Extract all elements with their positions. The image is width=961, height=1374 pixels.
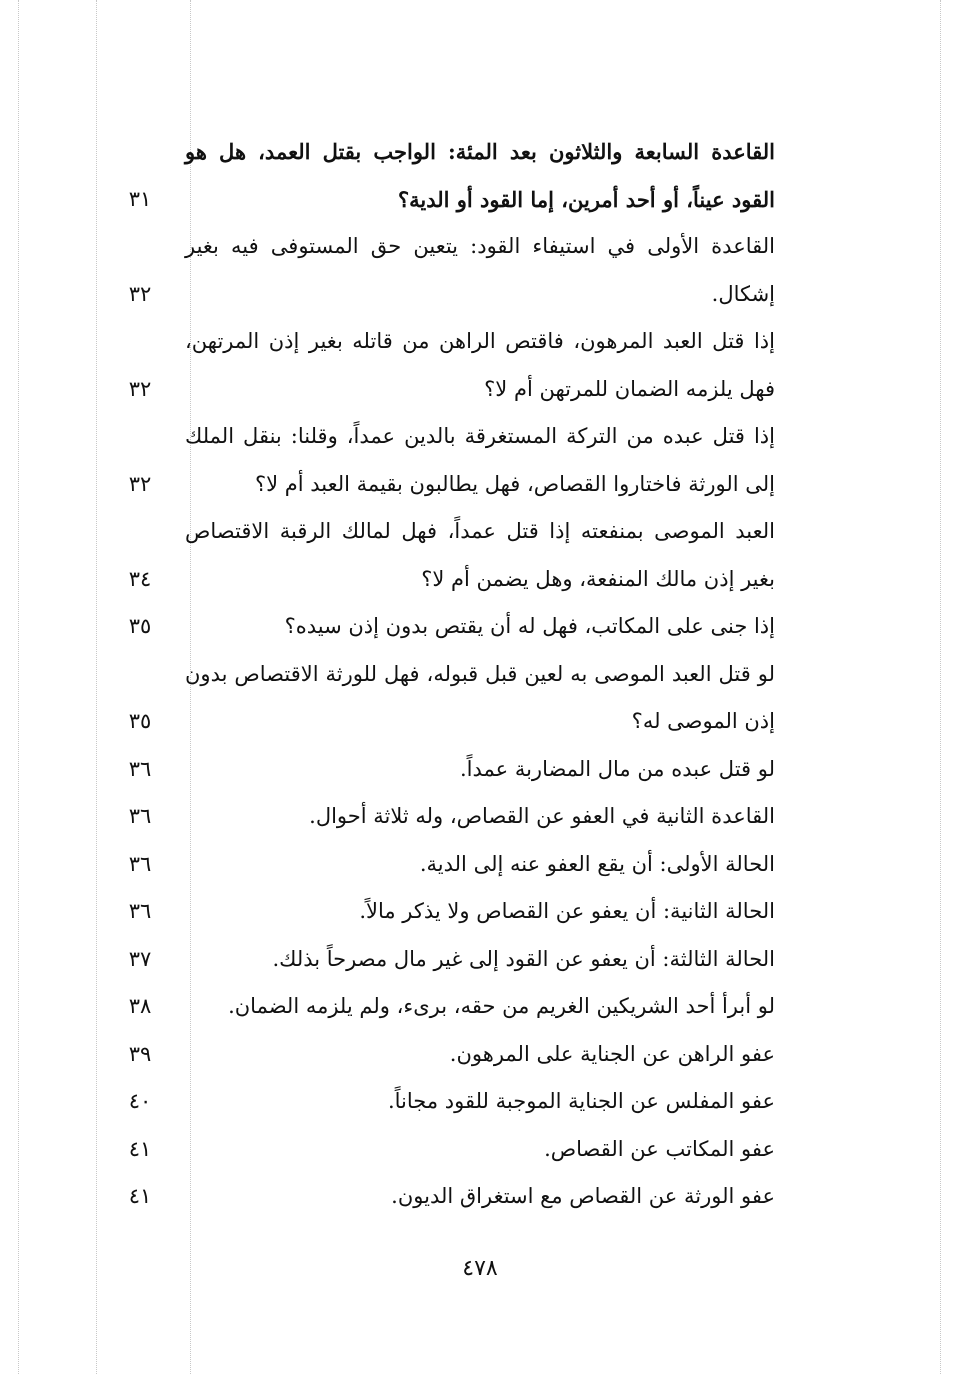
toc-entry-text: عفو المكاتب عن القصاص.: [544, 1136, 775, 1161]
toc-entry-text: إذا قتل العبد المرهون، فاقتص الراهن من قاتله بغير إذن المرتهن، فهل يلزمه الضمان للمرتهن أم لا؟: [185, 329, 775, 401]
toc-entry-page: ٣٥: [128, 709, 152, 733]
toc-entry: [110, 413, 775, 508]
toc-entry-text: عفو الراهن عن الجناية على المرهون.: [449, 1041, 775, 1066]
toc-entry-page: ٣٥: [128, 614, 152, 638]
toc-entry-page: ٣٤: [128, 566, 152, 591]
margin-guide-line: [940, 0, 941, 1374]
toc-entry: [110, 1173, 775, 1221]
toc-entry-page: ٣٢: [128, 376, 152, 401]
toc-entry-text: الحالة الثالثة: أن يعفو عن القود إلى غير مال مصرحاً بذلك.: [272, 946, 775, 971]
toc-entry: [110, 318, 775, 413]
toc-entry-text: لو أبرأ أحد الشريكين الغريم من حقه، برىء، ولم يلزمه الضمان.: [228, 994, 775, 1018]
toc-entry: [110, 746, 775, 794]
toc-entry-page: ٣٨: [128, 994, 152, 1018]
toc-entry-text: لو قتل عبده من مال المضاربة عمداً.: [459, 756, 775, 781]
toc-entry-page: ٣٧: [128, 946, 152, 971]
toc-entry: [110, 651, 775, 746]
toc-entry-text: العبد الموصى بمنفعته إذا قتل عمداً، فهل لمالك الرقبة الاقتصاص بغير إذن مالك المنفعة، وهل يضمن أم لا؟: [185, 519, 775, 591]
toc-entry: [110, 603, 775, 651]
table-of-contents: [110, 128, 775, 1221]
margin-guide-line: [18, 0, 19, 1374]
toc-entry-text: إذا جنى على المكاتب، فهل له أن يقتص بدون إذن سيده؟: [284, 614, 775, 638]
toc-entry-text: لو قتل العبد الموصى به لعين قبل قبوله، فهل للورثة الاقتصاص بدون إذن الموصى له؟: [185, 661, 775, 733]
toc-entry-page: ٣١: [128, 186, 152, 211]
toc-entry: [110, 1078, 775, 1126]
toc-entry-page: ٣٦: [128, 804, 152, 828]
toc-entry: [110, 888, 775, 936]
toc-entry-page: ٣٦: [128, 899, 152, 923]
page-number: ٤٧٨: [462, 1256, 498, 1281]
toc-entry: [110, 1031, 775, 1079]
toc-entry: [110, 508, 775, 603]
toc-entry-text: عفو المفلس عن الجناية الموجبة للقود مجاناً.: [387, 1089, 775, 1113]
toc-entry-text: إذا قتل عبده من التركة المستغرقة بالدين عمداً، وقلنا: بنقل الملك إلى الورثة فاختاروا القصاص، فهل يطالبون بقيمة العبد أم لا؟: [185, 424, 775, 496]
toc-entry: [110, 1126, 775, 1174]
toc-entry-page: ٣٦: [128, 756, 152, 781]
toc-entry-text: القاعدة الأولى في استيفاء القود: يتعين حق المستوفى فيه بغير إشكال.: [185, 234, 775, 306]
toc-entry: [110, 223, 775, 318]
toc-entry: [110, 793, 775, 841]
toc-entry-page: ٣٩: [128, 1041, 152, 1066]
toc-entry: [110, 841, 775, 889]
toc-entry-page: ٤٠: [128, 1089, 152, 1113]
toc-entry: [110, 936, 775, 984]
toc-entry-text: الحالة الثانية: أن يعفو عن القصاص ولا يذكر مالاً.: [359, 899, 775, 923]
toc-entry-page: ٣٢: [128, 281, 152, 306]
toc-entry: [110, 983, 775, 1031]
toc-entry-page: ٣٢: [128, 471, 152, 496]
toc-entry-text: القاعدة السابعة والثلاثون بعد المئة: الواجب بقتل العمد، هل هو القود عيناً، أو أحد أمرين، إما القود أو الدية؟: [185, 139, 775, 212]
toc-entry-page: ٤١: [128, 1136, 152, 1161]
toc-entry-text: القاعدة الثانية في العفو عن القصاص، وله ثلاثة أحوال.: [309, 804, 775, 828]
toc-entry-text: الحالة الأولى: أن يقع العفو عنه إلى الدية.: [419, 851, 775, 876]
margin-guide-line: [96, 0, 97, 1374]
toc-entry-page: ٤١: [128, 1184, 152, 1208]
toc-entry: [110, 128, 775, 223]
toc-entry-page: ٣٦: [128, 851, 152, 876]
toc-entry-text: عفو الورثة عن القصاص مع استغراق الديون.: [391, 1184, 775, 1208]
